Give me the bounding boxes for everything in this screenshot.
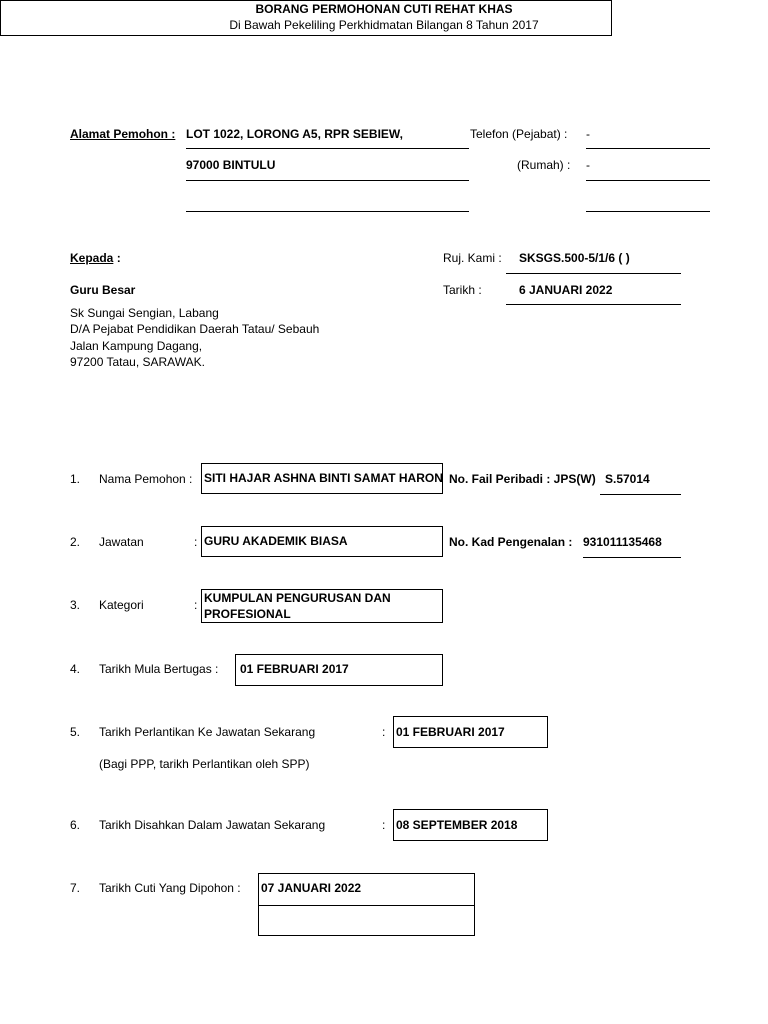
address-underline-2: [186, 180, 469, 181]
field-6-colon: :: [382, 818, 386, 832]
category-value-line-1: KUMPULAN PENGURUSAN DAN: [204, 591, 391, 605]
recipient-line-1: Sk Sungai Sengian, Labang: [70, 306, 219, 320]
recipient-line-4: 97200 Tatau, SARAWAK.: [70, 355, 205, 369]
form-title-box: [0, 0, 612, 36]
applicant-name-field[interactable]: [201, 463, 443, 494]
field-1-number: 1.: [70, 472, 81, 486]
field-3-number: 3.: [70, 598, 81, 612]
file-number-label: No. Fail Peribadi : JPS(W): [449, 472, 596, 486]
field-4-label: Tarikh Mula Bertugas :: [99, 662, 219, 676]
date-label: Tarikh :: [443, 283, 482, 297]
form-subtitle: Di Bawah Pekeliling Perkhidmatan Bilangan 8 Tahun 2017: [229, 18, 539, 32]
field-2-colon: :: [194, 535, 198, 549]
address-line-2: 97000 BINTULU: [186, 158, 276, 172]
field-7-label: Tarikh Cuti Yang Dipohon :: [99, 881, 241, 895]
field-1-label: Nama Pemohon :: [99, 472, 193, 486]
start-date-field[interactable]: [235, 654, 443, 686]
address-line-1: LOT 1022, LORONG A5, RPR SEBIEW,: [186, 127, 403, 141]
field-5-colon: :: [382, 725, 386, 739]
phone-extra-underline: [586, 211, 710, 212]
leave-date-value: 07 JANUARI 2022: [261, 881, 362, 895]
date-value: 6 JANUARI 2022: [519, 283, 613, 297]
recipient-line-3: Jalan Kampung Dagang,: [70, 339, 203, 353]
file-number-underline: [600, 494, 681, 495]
category-value-line-2: PROFESIONAL: [204, 607, 291, 621]
phone-office-label: Telefon (Pejabat) :: [470, 127, 568, 141]
category-field[interactable]: [201, 589, 443, 623]
phone-office-underline: [586, 148, 710, 149]
ic-number-underline: [583, 557, 681, 558]
field-2-label: Jawatan: [99, 535, 144, 549]
ic-number-value: 931011135468: [583, 535, 662, 549]
field-2-number: 2.: [70, 535, 81, 549]
recipient-title: Guru Besar: [70, 283, 136, 297]
file-number-value: S.57014: [605, 472, 650, 486]
confirmation-date-value: 08 SEPTEMBER 2018: [396, 818, 518, 832]
field-3-label: Kategori: [99, 598, 144, 612]
address-underline-3: [186, 211, 469, 212]
field-5-label: Tarikh Perlantikan Ke Jawatan Sekarang: [99, 725, 316, 739]
field-3-colon: :: [194, 598, 198, 612]
field-5-number: 5.: [70, 725, 81, 739]
phone-home-underline: [586, 180, 710, 181]
position-value: GURU AKADEMIK BIASA: [204, 534, 348, 548]
field-5-note: (Bagi PPP, tarikh Perlantikan oleh SPP): [99, 757, 310, 771]
recipient-line-2: D/A Pejabat Pendidikan Daerah Tatau/ Sebauh: [70, 322, 320, 336]
phone-home-label: (Rumah) :: [517, 158, 571, 172]
leave-date-field[interactable]: [258, 873, 475, 936]
form-title: BORANG PERMOHONAN CUTI REHAT KHAS: [255, 2, 513, 16]
recipient-colon: :: [116, 251, 121, 265]
address-underline-1: [186, 148, 469, 149]
address-label: Alamat Pemohon :: [70, 127, 176, 141]
reference-label: Ruj. Kami :: [443, 251, 502, 265]
field-6-label: Tarikh Disahkan Dalam Jawatan Sekarang: [99, 818, 326, 832]
reference-underline: [506, 273, 681, 274]
recipient-heading: [70, 251, 121, 265]
start-date-value: 01 FEBRUARI 2017: [240, 662, 349, 676]
recipient-label: Kepada: [70, 251, 114, 265]
applicant-name-value: SITI HAJAR ASHNA BINTI SAMAT HARON: [204, 471, 443, 485]
position-field[interactable]: [201, 526, 443, 557]
ic-number-label: No. Kad Pengenalan :: [449, 535, 573, 549]
date-underline: [506, 304, 681, 305]
phone-home-value: -: [586, 158, 590, 172]
appointment-date-field[interactable]: [393, 716, 548, 748]
field-7-number: 7.: [70, 881, 81, 895]
confirmation-date-field[interactable]: [393, 809, 548, 841]
appointment-date-value: 01 FEBRUARI 2017: [396, 725, 505, 739]
field-4-number: 4.: [70, 662, 81, 676]
field-6-number: 6.: [70, 818, 81, 832]
phone-office-value: -: [586, 127, 590, 141]
leave-date-divider: [259, 905, 474, 906]
reference-value: SKSGS.500-5/1/6 ( ): [519, 251, 630, 265]
